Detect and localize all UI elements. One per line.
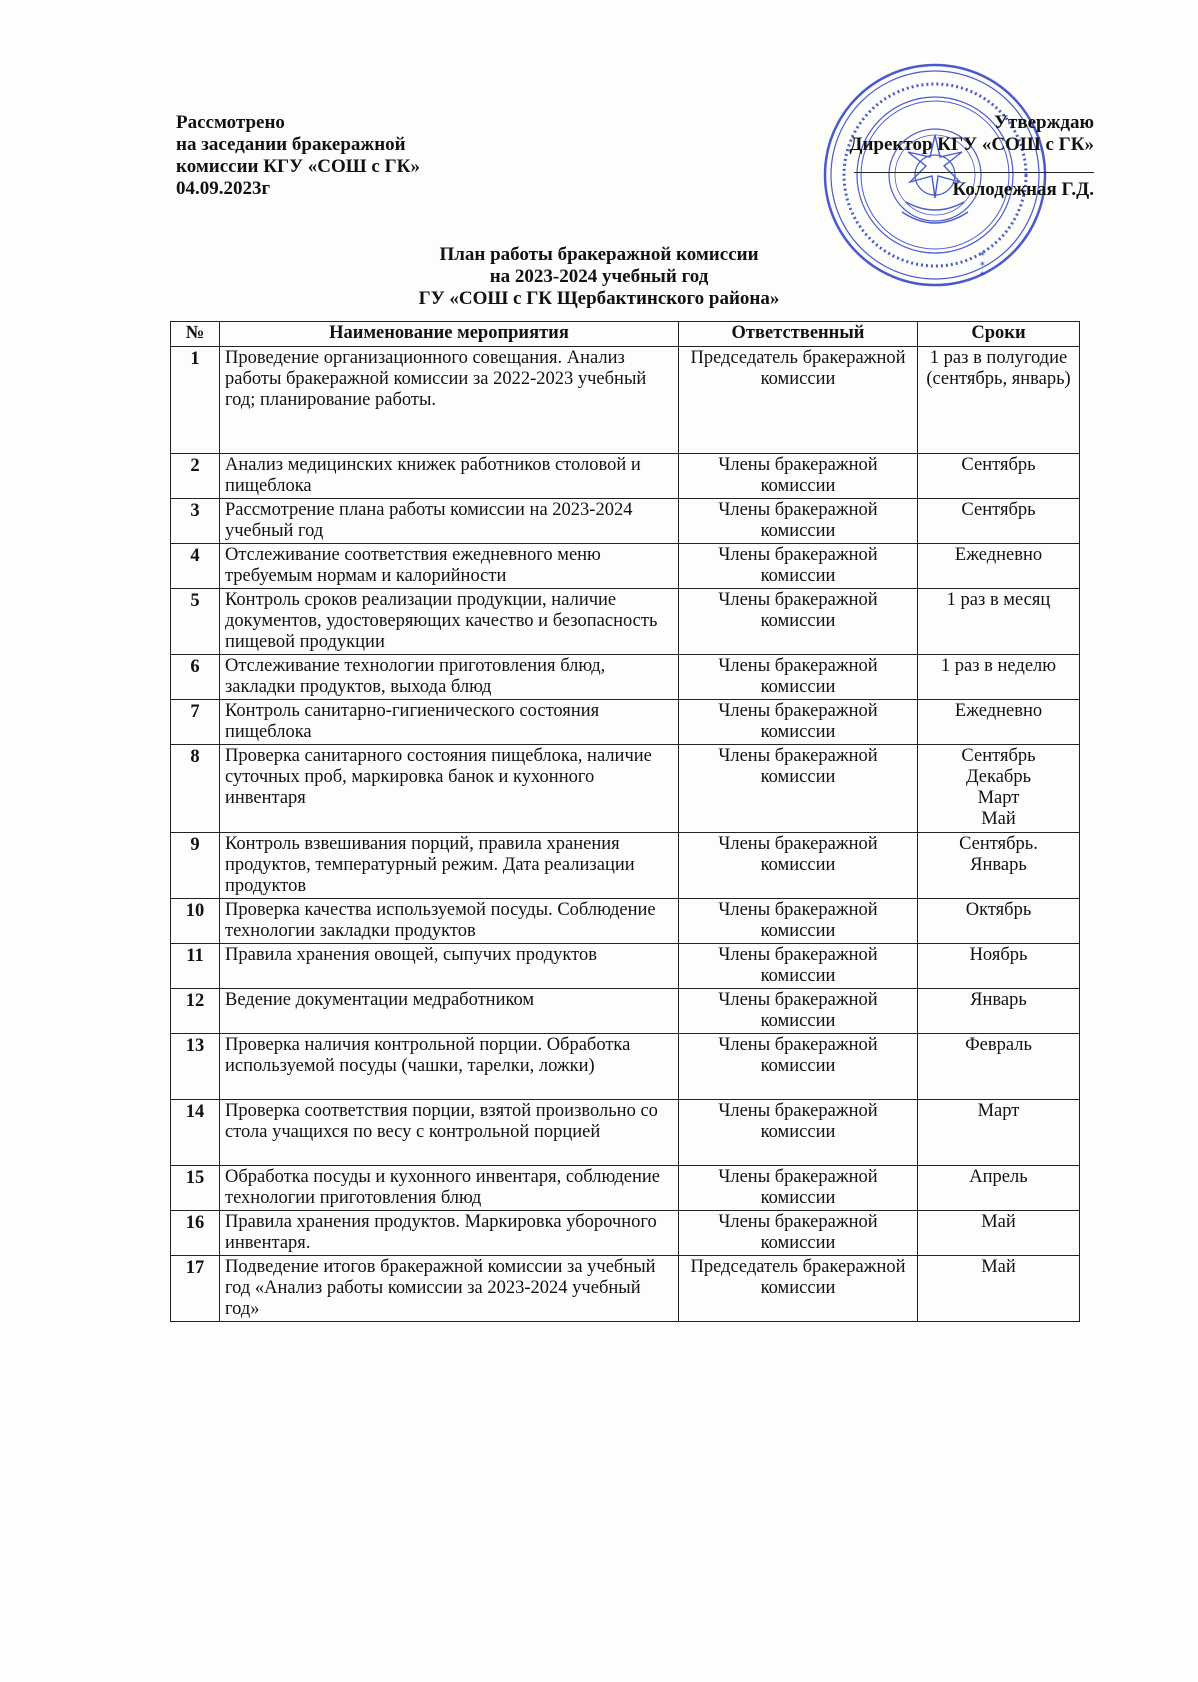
deadline-entry: Март [977, 1101, 1020, 1121]
deadline [918, 655, 1080, 700]
svg-text:*: * [980, 261, 985, 271]
deadline-entry: Январь [970, 990, 1027, 1010]
table-row [171, 1256, 1080, 1322]
deadline-entry: Ежедневно [954, 545, 1043, 565]
review-block [176, 112, 420, 200]
activity-name: Проведение организационного совещания. Анализ работы бракеражной комиссии за 2022-2023 учебный год; планирование работы. [220, 347, 679, 454]
title-line-2: на 2023-2024 учебный год [489, 266, 709, 287]
responsible-person: Члены бракеражной комиссии [679, 1166, 918, 1211]
deadline [918, 347, 1080, 454]
deadline [918, 1256, 1080, 1322]
deadline-entry: Сентябрь [961, 455, 1036, 475]
row-number: 6 [171, 655, 220, 700]
table-row [171, 1034, 1080, 1100]
activity-name: Контроль санитарно-гигиенического состояния пищеблока [220, 700, 679, 745]
deadline [918, 989, 1080, 1034]
table-row [171, 544, 1080, 589]
responsible-person: Члены бракеражной комиссии [679, 499, 918, 544]
row-number: 9 [171, 833, 220, 899]
deadline-entry: Апрель [969, 1167, 1028, 1187]
row-number: 2 [171, 454, 220, 499]
activity-name: Правила хранения продуктов. Маркировка уборочного инвентаря. [220, 1211, 679, 1256]
activity-name: Правила хранения овощей, сыпучих продуктов [220, 944, 679, 989]
activity-name: Обработка посуды и кухонного инвентаря, соблюдение технологии приготовления блюд [220, 1166, 679, 1211]
responsible-person: Члены бракеражной комиссии [679, 1211, 918, 1256]
table-header-row [171, 322, 1080, 347]
deadline-entry: Октябрь [965, 900, 1032, 920]
title-line-3: ГУ «СОШ с ГК Щербактинского района» [418, 288, 780, 309]
responsible-person: Члены бракеражной комиссии [679, 700, 918, 745]
deadline-entry: 1 раз в месяц [946, 590, 1051, 610]
table-row [171, 1100, 1080, 1166]
responsible-person: Члены бракеражной комиссии [679, 1034, 918, 1100]
director-name: Колодежная Г.Д. [952, 179, 1094, 200]
svg-text:*: * [980, 251, 985, 261]
work-plan-table [170, 321, 1080, 1322]
signature-line [854, 158, 1094, 173]
responsible-person: Члены бракеражной комиссии [679, 589, 918, 655]
row-number: 1 [171, 347, 220, 454]
activity-name: Отслеживание соответствия ежедневного меню требуемым нормам и калорийности [220, 544, 679, 589]
activity-name: Отслеживание технологии приготовления блюд, закладки продуктов, выхода блюд [220, 655, 679, 700]
responsible-person: Члены бракеражной комиссии [679, 655, 918, 700]
table-row [171, 454, 1080, 499]
header-responsible: Ответственный [679, 322, 918, 347]
deadline-entry: Март [977, 788, 1020, 808]
deadline [918, 745, 1080, 833]
activity-name: Подведение итогов бракеражной комиссии за учебный год «Анализ работы комиссии за 2023-2024 учебный год» [220, 1256, 679, 1322]
deadline-entry: 1 раз в неделю [940, 656, 1057, 676]
row-number: 8 [171, 745, 220, 833]
deadline-entry: 1 раз в полугодие (сентябрь, январь) [926, 348, 1071, 389]
table-row [171, 1211, 1080, 1256]
row-number: 7 [171, 700, 220, 745]
deadline-entry: Декабрь [965, 767, 1032, 787]
deadline-entry: Сентябрь [961, 746, 1036, 766]
director-position: Директор КГУ «СОШ с ГК» [849, 134, 1094, 155]
deadline-entry: Сентябрь. [959, 834, 1038, 854]
deadline [918, 944, 1080, 989]
table-row [171, 899, 1080, 944]
responsible-person: Члены бракеражной комиссии [679, 454, 918, 499]
activity-name: Ведение документации медработником [220, 989, 679, 1034]
responsible-person: Члены бракеражной комиссии [679, 833, 918, 899]
deadline [918, 1034, 1080, 1100]
responsible-person: Члены бракеражной комиссии [679, 1100, 918, 1166]
table-row [171, 989, 1080, 1034]
row-number: 13 [171, 1034, 220, 1100]
responsible-person: Члены бракеражной комиссии [679, 944, 918, 989]
deadline-entry: Май [981, 1212, 1016, 1232]
header-deadline: Сроки [918, 322, 1080, 347]
activity-name: Проверка качества используемой посуды. Соблюдение технологии закладки продуктов [220, 899, 679, 944]
deadline-entry: Январь [970, 855, 1027, 875]
approval-block [849, 112, 1094, 201]
deadline [918, 544, 1080, 589]
deadline [918, 1100, 1080, 1166]
header-activity: Наименование мероприятия [220, 322, 679, 347]
deadline-entry: Сентябрь [961, 500, 1036, 520]
table-row [171, 499, 1080, 544]
svg-text:*: * [980, 271, 985, 281]
activity-name: Проверка санитарного состояния пищеблока, наличие суточных проб, маркировка банок и кухонного инвентаря [220, 745, 679, 833]
deadline-entry: Февраль [965, 1035, 1032, 1055]
approve-label: Утверждаю [994, 112, 1094, 133]
activity-name: Контроль сроков реализации продукции, наличие документов, удостоверяющих качество и безопасность пищевой продукции [220, 589, 679, 655]
row-number: 12 [171, 989, 220, 1034]
deadline [918, 1211, 1080, 1256]
review-commission-line: комиссии КГУ «СОШ с ГК» [176, 156, 420, 177]
deadline [918, 499, 1080, 544]
deadline [918, 700, 1080, 745]
table-row [171, 1166, 1080, 1211]
row-number: 16 [171, 1211, 220, 1256]
responsible-person: Члены бракеражной комиссии [679, 989, 918, 1034]
review-heading: Рассмотрено [176, 112, 285, 133]
row-number: 11 [171, 944, 220, 989]
row-number: 17 [171, 1256, 220, 1322]
activity-name: Проверка наличия контрольной порции. Обработка используемой посуды (чашки, тарелки, ложки) [220, 1034, 679, 1100]
table-body [171, 347, 1080, 1322]
responsible-person: Председатель бракеражной комиссии [679, 1256, 918, 1322]
review-date: 04.09.2023г [176, 178, 271, 199]
row-number: 15 [171, 1166, 220, 1211]
deadline-entry: Май [981, 1257, 1016, 1277]
table-row [171, 589, 1080, 655]
responsible-person: Председатель бракеражной комиссии [679, 347, 918, 454]
activity-name: Контроль взвешивания порций, правила хранения продуктов, температурный режим. Дата реализации продуктов [220, 833, 679, 899]
review-meeting-line: на заседании бракеражной [176, 134, 406, 155]
document-title [0, 244, 1198, 310]
table-row [171, 700, 1080, 745]
title-line-1: План работы бракеражной комиссии [439, 244, 759, 265]
deadline [918, 589, 1080, 655]
deadline-entry: Ноябрь [969, 945, 1028, 965]
responsible-person: Члены бракеражной комиссии [679, 745, 918, 833]
table-row [171, 655, 1080, 700]
row-number: 4 [171, 544, 220, 589]
activity-name: Проверка соответствия порции, взятой произвольно со стола учащихся по весу с контрольной порцией [220, 1100, 679, 1166]
table-row [171, 347, 1080, 454]
header-number: № [171, 322, 220, 347]
table-row [171, 833, 1080, 899]
deadline-entry: Ежедневно [954, 701, 1043, 721]
row-number: 10 [171, 899, 220, 944]
deadline [918, 833, 1080, 899]
responsible-person: Члены бракеражной комиссии [679, 544, 918, 589]
activity-name: Анализ медицинских книжек работников столовой и пищеблока [220, 454, 679, 499]
row-number: 14 [171, 1100, 220, 1166]
deadline [918, 454, 1080, 499]
deadline [918, 899, 1080, 944]
table-row [171, 745, 1080, 833]
activity-name: Рассмотрение плана работы комиссии на 2023-2024 учебный год [220, 499, 679, 544]
row-number: 3 [171, 499, 220, 544]
row-number: 5 [171, 589, 220, 655]
deadline [918, 1166, 1080, 1211]
responsible-person: Члены бракеражной комиссии [679, 899, 918, 944]
table-row [171, 944, 1080, 989]
deadline-entry: Май [981, 809, 1016, 829]
